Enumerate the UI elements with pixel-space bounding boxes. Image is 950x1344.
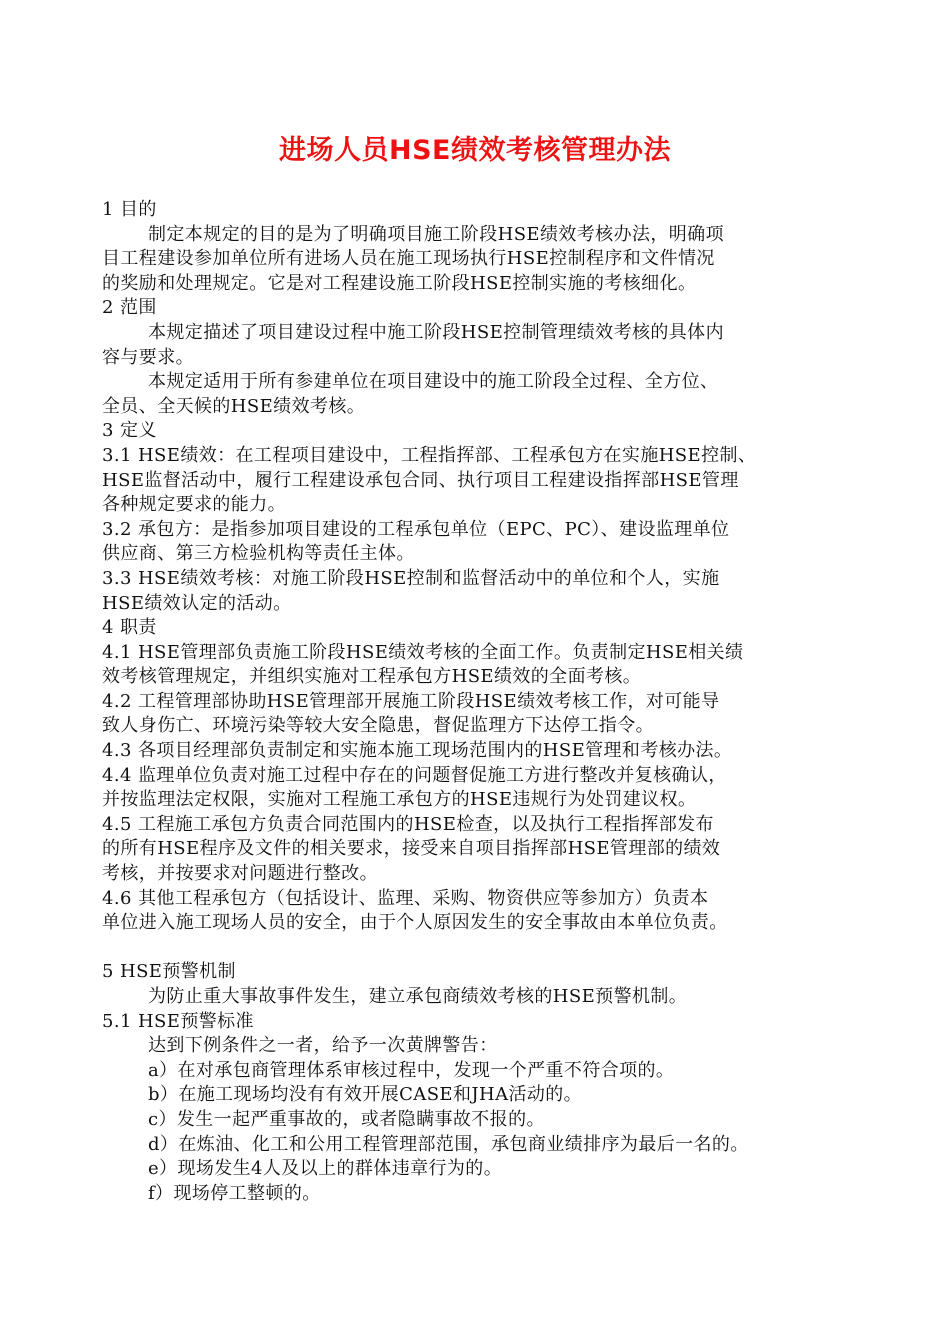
text-line: 3.3 HSE绩效考核：对施工阶段HSE控制和监督活动中的单位和个人，实施 xyxy=(102,567,720,589)
text-line: 3.2 承包方：是指参加项目建设的工程承包单位（EPC、PC）、建设监理单位 xyxy=(102,518,730,540)
text-line: d）在炼油、化工和公用工程管理部范围，承包商业绩排序为最后一名的。 xyxy=(148,1133,749,1155)
text-line: e）现场发生4人及以上的群体违章行为的。 xyxy=(148,1158,503,1180)
text-line: 4.4 监理单位负责对施工过程中存在的问题督促施工方进行整改并复核确认， xyxy=(102,764,727,786)
text-line: 的奖励和处理规定。它是对工程建设施工阶段HSE控制实施的考核细化。 xyxy=(102,272,697,294)
text-line: 的所有HSE程序及文件的相关要求，接受来自项目指挥部HSE管理部的绩效 xyxy=(102,838,721,860)
text-line: 5 HSE预警机制 xyxy=(102,961,236,983)
text-line: f）现场停工整顿的。 xyxy=(148,1182,321,1204)
text-line: 达到下例条件之一者，给予一次黄牌警告： xyxy=(148,1035,498,1057)
text-line: 4.3 各项目经理部负责制定和实施本施工现场范围内的HSE管理和考核办法。 xyxy=(102,740,733,762)
text-line: 2 范围 xyxy=(102,297,157,319)
text-line: 供应商、第三方检验机构等责任主体。 xyxy=(102,543,415,565)
text-line: 4.1 HSE管理部负责施工阶段HSE绩效考核的全面工作。负责制定HSE相关绩 xyxy=(102,641,744,663)
document-title: 进场人员HSE绩效考核管理办法 xyxy=(279,135,671,166)
text-line: c）发生一起严重事故的，或者隐瞒事故不报的。 xyxy=(148,1108,545,1130)
text-line: 本规定描述了项目建设过程中施工阶段HSE控制管理绩效考核的具体内 xyxy=(148,321,724,343)
text-line: 4.5 工程施工承包方负责合同范围内的HSE检查，以及执行工程指挥部发布 xyxy=(102,813,714,835)
text-line: 全员、全天候的HSE绩效考核。 xyxy=(102,395,366,417)
text-line: 并按监理法定权限，实施对工程施工承包方的HSE违规行为处罚建议权。 xyxy=(102,789,697,811)
text-line: 3.1 HSE绩效：在工程项目建设中，工程指挥部、工程承包方在实施HSE控制、 xyxy=(102,444,757,466)
text-line: 制定本规定的目的是为了明确项目施工阶段HSE绩效考核办法，明确项 xyxy=(148,223,724,245)
text-line: HSE监督活动中，履行工程建设承包合同、执行项目工程建设指挥部HSE管理 xyxy=(102,469,739,491)
text-line: 考核，并按要求对问题进行整改。 xyxy=(102,863,378,885)
text-line: 4 职责 xyxy=(102,617,157,639)
text-line: 为防止重大事故事件发生，建立承包商绩效考核的HSE预警机制。 xyxy=(148,986,688,1007)
text-line: 单位进入施工现场人员的安全，由于个人原因发生的安全事故由本单位负责。 xyxy=(102,912,728,934)
text-line: 3 定义 xyxy=(102,420,157,442)
text-line xyxy=(102,936,872,961)
text-line: 致人身伤亡、环境污染等较大安全隐患，督促监理方下达停工指令。 xyxy=(102,715,654,737)
text-line: 各种规定要求的能力。 xyxy=(102,494,286,516)
text-line: 容与要求。 xyxy=(102,346,194,368)
text-line: b）在施工现场均没有有效开展CASE和JHA活动的。 xyxy=(148,1084,583,1106)
text-line: HSE绩效认定的活动。 xyxy=(102,592,292,614)
text-line: 目工程建设参加单位所有进场人员在施工现场执行HSE控制程序和文件情况 xyxy=(102,248,715,270)
text-line: 本规定适用于所有参建单位在项目建设中的施工阶段全过程、全方位、 xyxy=(148,371,719,393)
document-body xyxy=(102,198,872,1206)
text-line: a）在对承包商管理体系审核过程中，发现一个严重不符合项的。 xyxy=(148,1059,675,1081)
text-line: 效考核管理规定，并组织实施对工程承包方HSE绩效的全面考核。 xyxy=(102,666,642,688)
text-line: 1 目的 xyxy=(102,199,157,220)
text-line: 4.6 其他工程承包方（包括设计、监理、采购、物资供应等参加方）负责本 xyxy=(102,887,709,909)
text-line: 5.1 HSE预警标准 xyxy=(102,1010,254,1032)
text-line: 4.2 工程管理部协助HSE管理部开展施工阶段HSE绩效考核工作，对可能导 xyxy=(102,690,720,712)
